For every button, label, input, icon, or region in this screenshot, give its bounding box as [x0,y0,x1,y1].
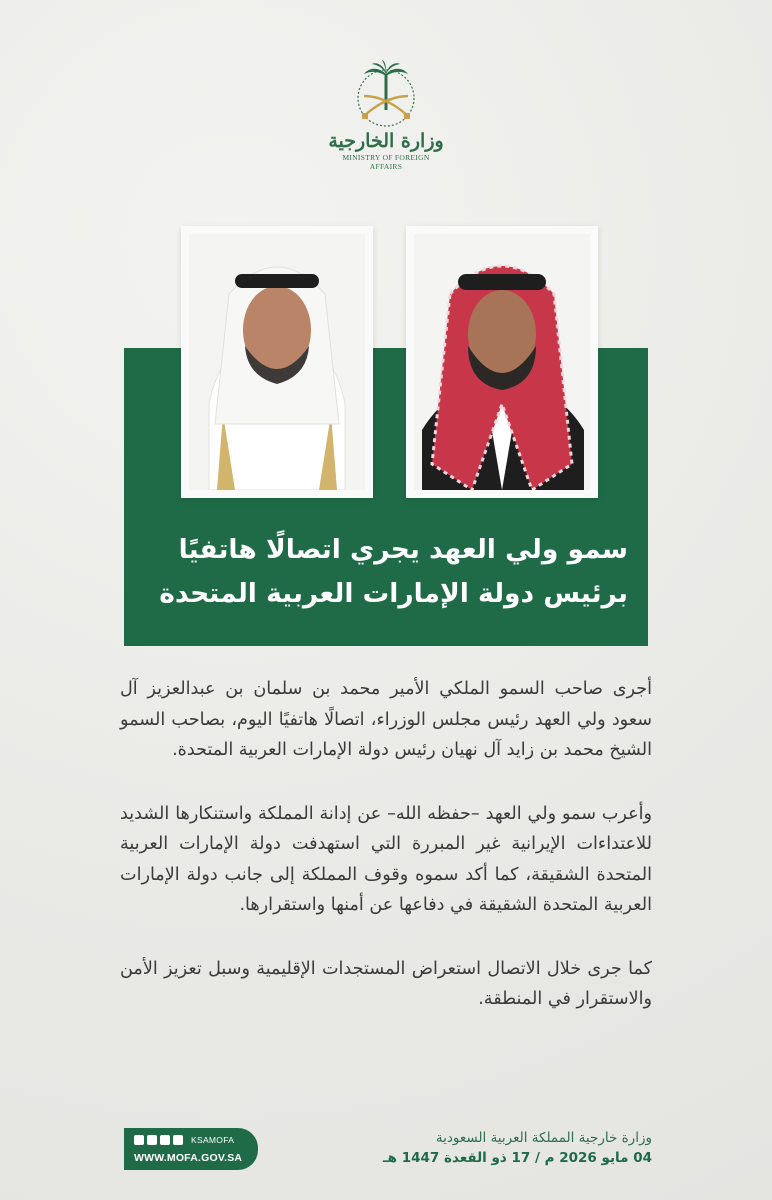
footer-ministry-name: وزارة خارجية المملكة العربية السعودية [435,1130,652,1146]
social-icons-row [134,1135,234,1145]
logo-arabic-name: وزارة الخارجية [328,130,444,152]
paragraph-3: كما جرى خلال الاتصال استعراض المستجدات الإقليمية وسبل تعزيز الأمن والاستقرار في المنطقة. [120,958,652,1009]
portrait-photo-right [406,226,598,498]
logo-english-name: MINISTRY OF FOREIGN AFFAIRS [342,153,430,171]
x-icon[interactable] [173,1135,183,1145]
headline [136,528,628,616]
portrait-left-image [189,234,365,490]
youtube-icon[interactable] [134,1135,144,1145]
paragraph-1: أجرى صاحب السمو الملكي الأمير محمد بن سلمان بن عبدالعزيز آل سعود ولي العهد رئيس مجلس الوزراء، اتصالًا هاتفيًا اليوم، بصاحب السمو الشيخ محمد بن زايد آل نهيان رئيس دولة الإمارات العربية المتحدة. [120,679,652,760]
article-body [120,674,652,1048]
paragraph-2: وأعرب سمو ولي العهد –حفظه الله– عن إدانة المملكة واستنكارها الشديد للاعتداءات الإيرانية غير المبررة التي استهدفت دولة الإمارات العربية المتحدة الشقيقة، كما أكد سموه وقوف المملكة إلى جانب دولة الإمارات العربية المتحدة الشقيقة في دفاعها عن أمنها واستقرارها. [120,803,652,915]
portrait-photo-left [181,226,373,498]
social-links-badge [124,1128,258,1170]
instagram-icon[interactable] [160,1135,170,1145]
headline-line-2: برئيس دولة الإمارات العربية المتحدة [159,578,628,609]
facebook-icon[interactable] [147,1135,157,1145]
palm-and-crossed-swords-icon [350,60,422,128]
footer-signature [383,1128,652,1168]
ministry-logo [328,60,444,171]
website-link[interactable]: WWW.MOFA.GOV.SA [134,1152,243,1164]
portrait-right-image [414,234,590,490]
headline-line-1: سمو ولي العهد يجري اتصالًا هاتفيًا [178,534,628,565]
footer-date: 04 مايو 2026 م / 17 ذو القعدة 1447 هـ [383,1150,652,1166]
social-handle[interactable]: KSAMOFA [191,1135,235,1145]
